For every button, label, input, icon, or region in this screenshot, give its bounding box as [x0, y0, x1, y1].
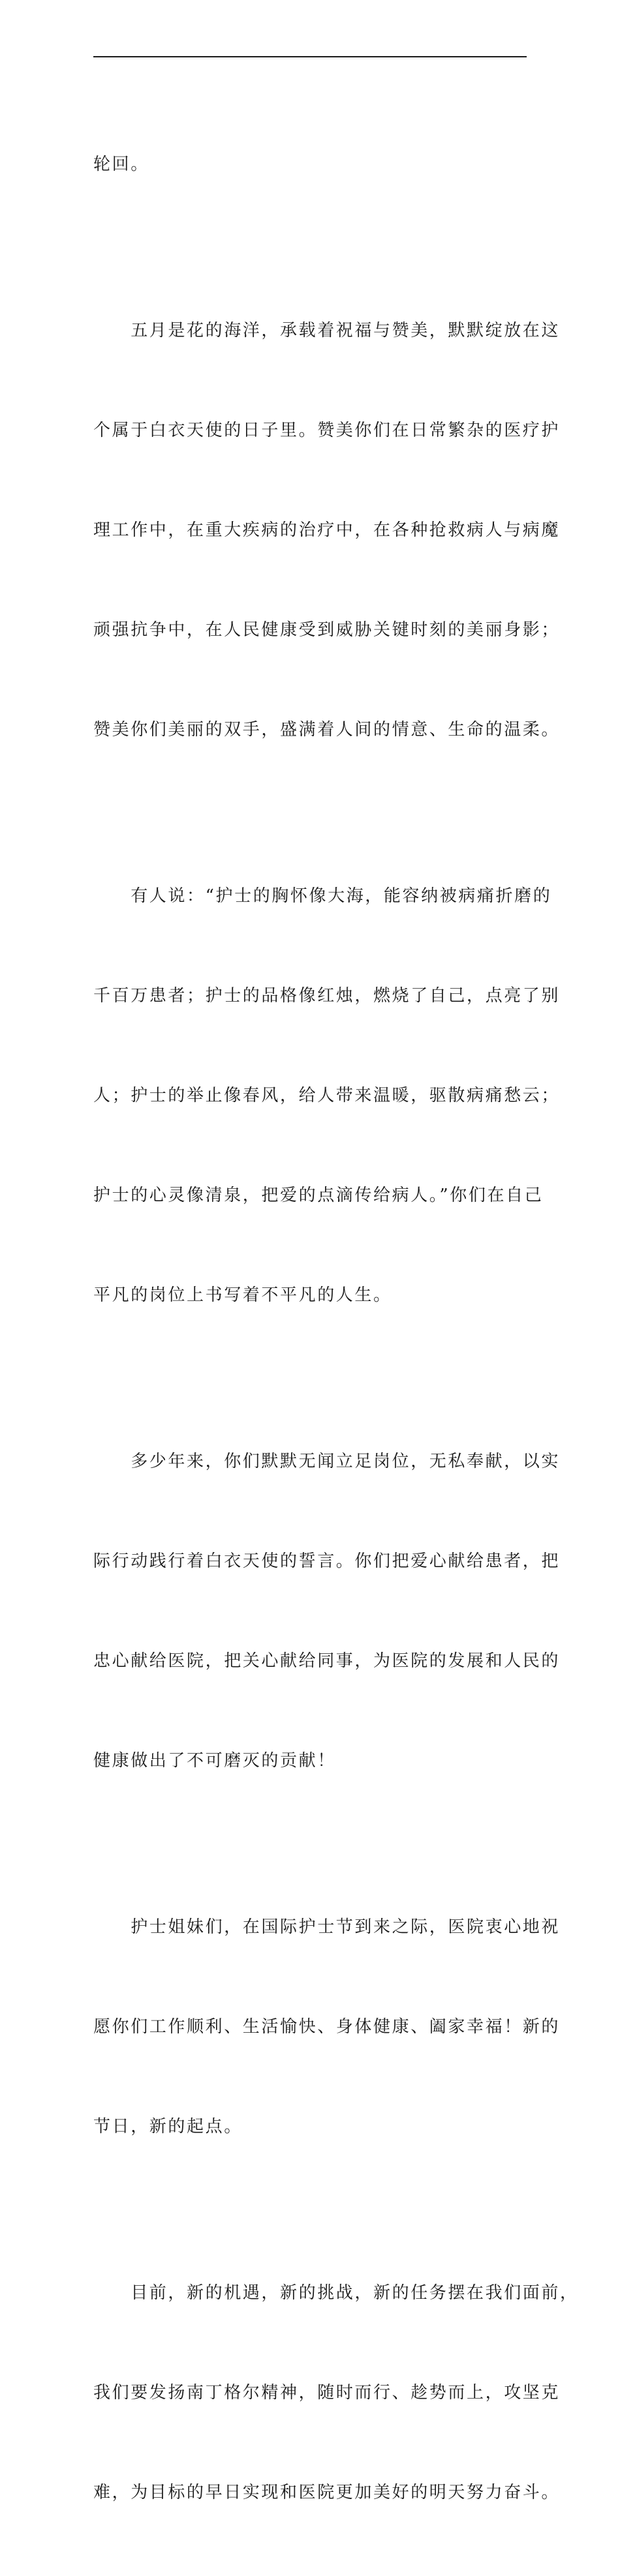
text-line: 五月是花的海洋，承载着祝福与赞美，默默绽放在这: [93, 321, 561, 340]
text-line: 际行动践行着白衣天使的誓言。你们把爱心献给患者，把: [93, 1551, 561, 1571]
text-line: 护士姐妹们，在国际护士节到来之际，医院衷心地祝: [93, 1917, 561, 1937]
paragraph-5: [93, 1844, 561, 2210]
text-line: 健康做出了不可磨灭的贡献！: [93, 1751, 336, 1771]
text-line: 目前，新的机遇，新的挑战，新的任务摆在我们面前，: [93, 2283, 579, 2303]
text-line: 有人说：“护士的胸怀像大海，能容纳被病痛折磨的: [93, 886, 552, 906]
text-line: 忠心献给医院，把关心献给同事，为医院的发展和人民的: [93, 1651, 561, 1671]
text-line: 轮回。: [93, 155, 149, 174]
paragraph-2: [93, 248, 561, 813]
paragraph-4: [93, 1379, 561, 1844]
text-line: 愿你们工作顺利、生活愉快、身体健康、阖家幸福！新的: [93, 2017, 561, 2037]
paragraph-6: [93, 2210, 579, 2576]
text-line: 平凡的岗位上书写着不平凡的人生。: [93, 1285, 392, 1305]
text-line: 理工作中，在重大疾病的治疗中，在各种抢救病人与病魔: [93, 520, 561, 540]
paragraph-1: [93, 82, 527, 248]
header-rule: [93, 56, 527, 57]
text-line: 顽强抗争中，在人民健康受到威胁关键时刻的美丽身影；: [93, 620, 561, 640]
text-line: 护士的心灵像清泉，把爱的点滴传给病人。”你们在自己: [93, 1186, 544, 1205]
text-line: 多少年来，你们默默无闻立足岗位，无私奉献，以实: [93, 1452, 561, 1471]
document-body: [93, 82, 579, 2576]
text-line: 人；护士的举止像春风，给人带来温暖，驱散病痛愁云；: [93, 1086, 561, 1105]
paragraph-3: [93, 813, 561, 1379]
text-line: 千百万患者；护士的品格像红烛，燃烧了自己，点亮了别: [93, 986, 561, 1006]
text-line: 节日，新的起点。: [93, 2117, 243, 2136]
text-line: 难，为目标的早日实现和医院更加美好的明天努力奋斗。: [93, 2483, 561, 2502]
text-line: 我们要发扬南丁格尔精神，随时而行、趁势而上，攻坚克: [93, 2383, 561, 2403]
text-line: 个属于白衣天使的日子里。赞美你们在日常繁杂的医疗护: [93, 421, 561, 440]
text-line: 赞美你们美丽的双手，盛满着人间的情意、生命的温柔。: [93, 720, 561, 740]
